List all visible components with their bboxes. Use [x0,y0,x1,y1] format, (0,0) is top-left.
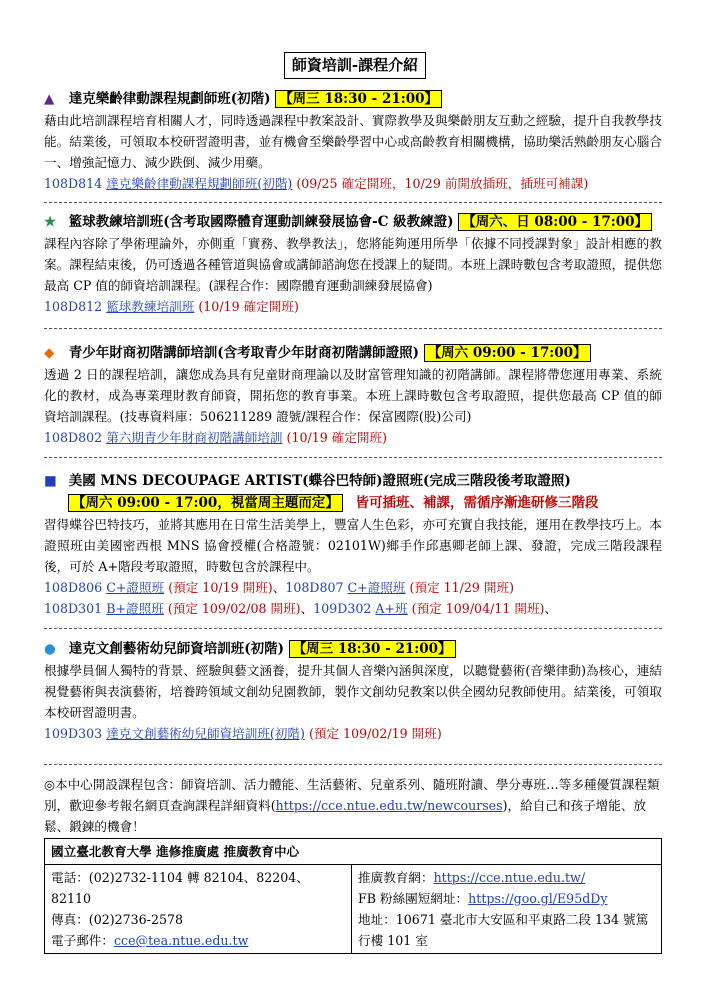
course-name: 籃球教練培訓班(含考取國際體育運動訓練發展協會-C 級教練證) [68,214,454,230]
course-link[interactable]: B+證照班 [106,601,164,616]
diamond-icon: ◆ [44,345,55,361]
address: 地址：10671 臺北市大安區和平東路二段 134 號篤行樓 101 室 [358,912,649,948]
fb-line [358,888,655,909]
course-description: 透過 2 日的課程培訓，讓您成為具有兒童財商理論以及財富管理知識的初階講師。課程將帶您運用專業、系統化的教材，成為專業理財教育師資，開拓您的教育事業。本班上課時數包含考取證照，提供您最高 CP 值的師資培訓課程。(技專資料庫：506211289 證號/課程合作：保富國際(股)公司) [44,367,662,424]
course-name: 青少年財商初階講師培訓(含考取青少年財商初階講師證照) [68,345,419,361]
contact-left [45,865,352,954]
course-heading [44,342,662,364]
circle-icon: ● [44,641,56,657]
course-heading [44,470,662,492]
divider [44,202,662,203]
email-link[interactable]: cce@tea.ntue.edu.tw [113,933,249,948]
course-link[interactable]: 達克文創藝術幼兒師資培訓班(初階) [106,726,305,741]
web-line [358,867,655,888]
fax: 傳真：(02)2736-2578 [51,912,183,927]
course-link[interactable]: 達克樂齡律動課程規劃師班(初階) [106,176,293,191]
course-link[interactable]: C+證照班 [347,580,406,595]
course-code: 108D807 [285,580,344,595]
course-description: 藉由此培訓課程培育相關人才，同時透過課程中教案設計、實際教學及與樂齡朋友互動之經驗，提升自我教學技能。結業後，可領取本校研習證明書，並有機會至樂齡學習中心或高齡教育相關機構，協助樂活熟齡朋友心腦合一、增強記憶力、減少跌倒、減少用藥。 [44,113,662,170]
triangle-icon: ▲ [44,91,55,107]
course-link[interactable]: C+證照班 [106,580,165,595]
course-section-5 [44,638,662,744]
course-code: 108D814 [44,176,103,191]
page-title: 師資培訓-課程介紹 [284,52,426,79]
course-code: 109D302 [313,601,372,616]
course-status: (預定 109/02/19 開班) [308,726,442,741]
course-heading [44,211,662,233]
course-section-1 [44,88,662,194]
course-heading [44,638,662,660]
course-section-3 [44,342,662,448]
course-code-line [44,723,662,744]
star-icon: ★ [44,214,57,230]
email-label: 電子郵件： [51,933,114,948]
phone: 電話：(02)2732-1104 轉 82104、82204、82110 [51,870,309,906]
divider [44,328,662,329]
footer-note [44,774,662,837]
course-code-line: 108D806 C+證照班 (預定 10/19 開班)、108D807 C+證照班 (預定 11/29 開班) [44,580,515,595]
course-link[interactable]: 第六期青少年財商初階講師培訓 [106,430,283,445]
course-status: (10/19 確定開班) [198,299,299,314]
course-code: 108D802 [44,430,103,445]
web-label: 推廣教育網： [358,870,434,885]
course-time: 【周三 18:30 - 21:00】 [289,640,456,658]
course-status: (10/19 確定開班) [286,430,388,445]
course-heading-time [44,492,662,514]
course-link[interactable]: A+班 [375,601,408,616]
course-status: (預定 109/02/08 開班) [167,601,301,616]
course-code-line [44,427,662,448]
contact-right [352,865,662,954]
course-note: 皆可插班、補課，需循序漸進研修三階段 [355,495,599,511]
course-code-line: 108D301 B+證照班 (預定 109/02/08 開班)、109D302 A+班 (預定 109/04/11 開班)、 [44,601,558,616]
course-section-4 [44,470,662,619]
course-name: 美國 MNS DECOUPAGE ARTIST(蝶谷巴特師)證照班(完成三階段後考取證照) [68,473,571,489]
course-name: 達克文創藝術幼兒師資培訓班(初階) [68,641,284,657]
footer-text: ◎本中心開設課程包含：師資培訓、活力體能、生活藝術、兒童系列、隨班附讀、學分專班…等多種優質課程類別，歡迎參考報名網頁查詢課程詳細資料( [44,777,660,813]
course-time: 【周三 18:30 - 21:00】 [275,90,442,108]
course-description: 習得蝶谷巴特技巧，並將其應用在日常生活美學上，豐富人生色彩，亦可充實自我技能，運用在教學技巧上。本證照班由美國密西根 MNS 協會授權(合格證號：02101W)鄉手作邱惠卿老師上課、發證，完成三階段課程後，可於 A+階段考取證照，時數包含於課程中。 [44,517,662,574]
fb-link[interactable]: https://goo.gl/E95dDy [468,891,608,906]
divider [44,457,662,458]
footer-url[interactable]: https://cce.ntue.edu.tw/newcourses [275,798,503,813]
course-code: 108D812 [44,299,103,314]
web-link[interactable]: https://cce.ntue.edu.tw/ [433,870,586,885]
email-line [51,930,345,951]
footer-text-end: )，給自己和孩子增能、放鬆、鍛鍊的機會！ [44,798,647,834]
course-section-2 [44,211,662,317]
course-code-line [44,296,662,317]
course-name: 達克樂齡律動課程規劃師班(初階) [68,91,271,107]
divider [44,764,662,765]
contact-table [44,838,662,954]
course-link[interactable]: 籃球教練培訓班 [106,299,195,314]
course-description: 課程內容除了學術理論外，亦側重「實務、教學教法」，您將能夠運用所學「依據不同授課對象」設計相應的教案。課程結束後，仍可透過各種管道與協會或講師諮詢您在授課上的疑問。本班上課時數包含考取證照，提供您最高 CP 值的師資培訓課程。(課程合作：國際體育運動訓練發展協會) [44,236,662,293]
course-status: (預定 10/19 開班) [168,580,273,595]
course-code: 108D301 [44,601,103,616]
course-status: (預定 109/04/11 開班) [411,601,545,616]
course-time: 【周六、日 08:00 - 17:00】 [458,213,652,231]
course-code-line [44,173,662,194]
fb-label: FB 粉絲團短網址： [358,891,469,906]
course-description: 根據學員個人獨特的背景、經驗與藝文涵養，提升其個人音樂內涵與深度，以聽覺藝術(音樂律動)為核心，連結視覺藝術與表演藝術，培養跨領域文創幼兒園教師，製作文創幼兒教案以供全國幼兒教師使用。結業後，可領取本校研習證明書。 [44,663,662,720]
org-name: 國立臺北教育大學 進修推廣處 推廣教育中心 [45,839,662,865]
course-status: (預定 11/29 開班) [409,580,515,595]
course-time: 【周六 09:00 - 17:00，視當周主題而定】 [68,494,343,512]
course-code: 109D303 [44,726,103,741]
square-icon: ■ [44,473,57,489]
course-heading [44,88,662,110]
course-code: 108D806 [44,580,103,595]
course-status: (09/25 確定開班，10/29 前開放插班，插班可補課) [296,176,589,191]
course-time: 【周六 09:00 - 17:00】 [424,344,591,362]
divider [44,628,662,629]
